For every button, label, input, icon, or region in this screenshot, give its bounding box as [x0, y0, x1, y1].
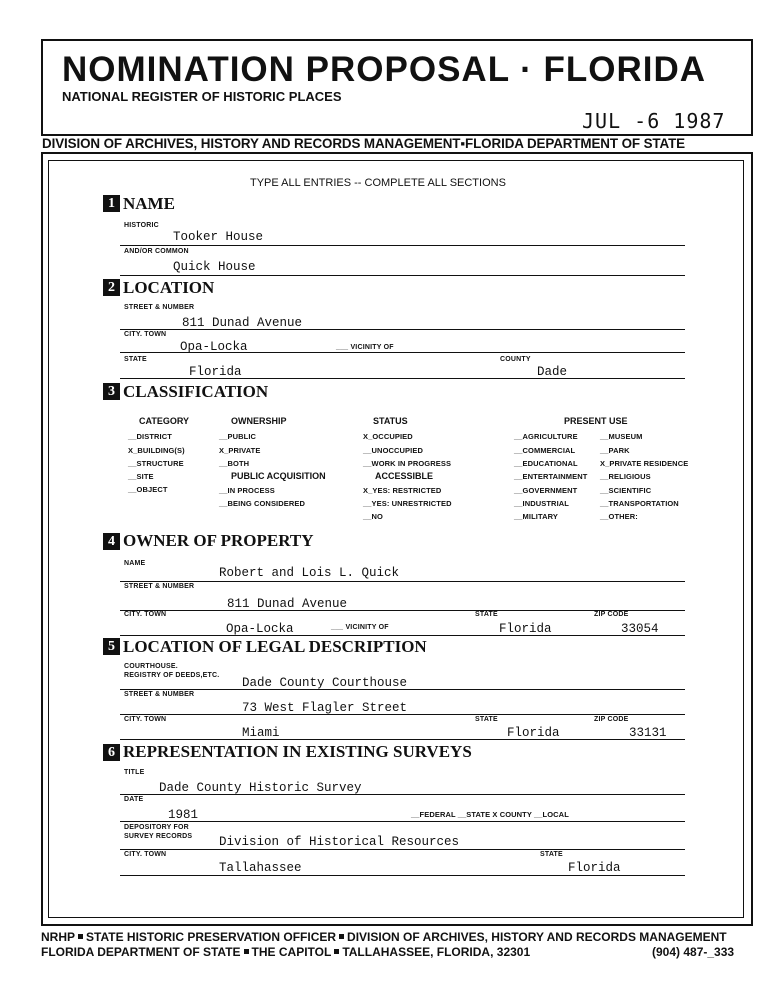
use-option: __MUSEUM: [600, 432, 643, 441]
rule: [120, 378, 685, 379]
use-option: __OTHER:: [600, 512, 638, 521]
owner-name: Robert and Lois L. Quick: [219, 566, 400, 580]
state-label: STATE: [124, 356, 147, 363]
depository-value: Division of Historical Resources: [219, 835, 460, 849]
use-option: __ENTERTAINMENT: [514, 472, 588, 481]
city-value: Opa-Locka: [180, 340, 248, 354]
use-option: __GOVERNMENT: [514, 486, 578, 495]
survey-date-label: DATE: [124, 796, 144, 803]
city-label: CITY. TOWN: [124, 331, 167, 338]
historic-name: Tooker House: [173, 230, 264, 244]
section-2-number: 2: [103, 279, 120, 296]
footer-line-1: [41, 930, 727, 944]
street-label: STREET & NUMBER: [124, 304, 195, 311]
courthouse-value: Dade County Courthouse: [242, 676, 408, 690]
common-name: Quick House: [173, 260, 256, 274]
section-5-number: 5: [103, 638, 120, 655]
survey-title-label: TITLE: [124, 769, 145, 776]
form-subtitle: NATIONAL REGISTER OF HISTORIC PLACES: [62, 89, 342, 104]
section-1-number: 1: [103, 195, 120, 212]
rule: [120, 794, 685, 795]
rule: [120, 739, 685, 740]
category-option: __OBJECT: [128, 485, 168, 494]
owner-zip: 33054: [621, 622, 659, 636]
rule: [120, 875, 685, 876]
common-label: AND/OR COMMON: [124, 248, 189, 255]
legal-city-label: CITY. TOWN: [124, 716, 167, 723]
status-heading: STATUS: [373, 416, 408, 426]
use-option: __RELIGIOUS: [600, 472, 651, 481]
division-banner: DIVISION OF ARCHIVES, HISTORY AND RECORDS MANAGEMENT▪FLORIDA DEPARTMENT OF STATE: [42, 136, 685, 151]
section-6-number: 6: [103, 744, 120, 761]
legal-city: Miami: [242, 726, 280, 740]
rule: [120, 329, 685, 330]
rule: [120, 635, 685, 636]
ownership-option: X_PRIVATE: [219, 446, 261, 455]
rule: [120, 275, 685, 276]
survey-records-label: SURVEY RECORDS: [124, 833, 193, 840]
rule: [120, 849, 685, 850]
rule: [120, 581, 685, 582]
rule: [120, 245, 685, 246]
legal-state-label: STATE: [475, 716, 498, 723]
footer-phone: (904) 487-_333: [652, 945, 735, 959]
section-1-title: NAME: [123, 194, 175, 213]
access-option: __YES: UNRESTRICTED: [363, 499, 452, 508]
survey-state-label: STATE: [540, 851, 563, 858]
ownership-heading: OWNERSHIP: [231, 416, 287, 426]
form-title: NOMINATION PROPOSAL · FLORIDA: [62, 50, 707, 89]
legal-state: Florida: [507, 726, 560, 740]
footer-division: DIVISION OF ARCHIVES, HISTORY AND RECORDS MANAGEMENT: [347, 930, 727, 944]
footer-capitol: THE CAPITOL: [251, 945, 332, 959]
section-4-title: OWNER OF PROPERTY: [123, 531, 314, 550]
category-option: __DISTRICT: [128, 432, 172, 441]
footer-nrhp: NRHP: [41, 930, 76, 944]
state-value: Florida: [189, 365, 242, 379]
public-acquisition-heading: PUBLIC ACQUISITION: [231, 471, 326, 481]
footer-department: FLORIDA DEPARTMENT OF STATE: [41, 945, 241, 959]
survey-state: Florida: [568, 861, 621, 875]
category-heading: CATEGORY: [139, 416, 190, 426]
owner-vicinity-text: VICINITY OF: [345, 624, 389, 631]
section-2-title: LOCATION: [123, 278, 215, 297]
ownership-option: __PUBLIC: [219, 432, 257, 441]
rule: [120, 352, 685, 353]
status-option: X_OCCUPIED: [363, 432, 413, 441]
legal-zip: 33131: [629, 726, 667, 740]
section-6-title: REPRESENTATION IN EXISTING SURVEYS: [123, 742, 472, 761]
section-3-title: CLASSIFICATION: [123, 382, 269, 401]
footer-address: TALLAHASSEE, FLORIDA, 32301: [342, 945, 531, 959]
legal-street-label: STREET & NUMBER: [124, 691, 195, 698]
use-option: __SCIENTIFIC: [600, 486, 652, 495]
courthouse-label: COURTHOUSE.: [124, 663, 178, 670]
footer-line-2: [41, 945, 530, 959]
use-option: X_PRIVATE RESIDENCE: [600, 459, 689, 468]
owner-zip-label: ZIP CODE: [594, 611, 629, 618]
rule: [120, 689, 685, 690]
category-option: X_BUILDING(S): [128, 446, 185, 455]
legal-street: 73 West Flagler Street: [242, 701, 408, 715]
accessible-heading: ACCESSIBLE: [375, 471, 434, 481]
ownership-option: __BOTH: [219, 459, 250, 468]
vicinity-text: VICINITY OF: [350, 344, 394, 351]
owner-name-label: NAME: [124, 560, 146, 567]
section-5-title: LOCATION OF LEGAL DESCRIPTION: [123, 637, 427, 656]
owner-street: 811 Dunad Avenue: [227, 597, 348, 611]
use-option: __INDUSTRIAL: [514, 499, 569, 508]
depository-label: DEPOSITORY FOR: [124, 824, 189, 831]
section-3-number: 3: [103, 383, 120, 400]
survey-date: 1981: [168, 808, 199, 822]
county-value: Dade: [537, 365, 568, 379]
footer-shpo: STATE HISTORIC PRESERVATION OFFICER: [86, 930, 337, 944]
category-option: __STRUCTURE: [128, 459, 184, 468]
use-option: __EDUCATIONAL: [514, 459, 578, 468]
acquisition-option: __BEING CONSIDERED: [219, 499, 305, 508]
owner-state: Florida: [499, 622, 552, 636]
access-option: X_YES: RESTRICTED: [363, 486, 442, 495]
owner-city-label: CITY. TOWN: [124, 611, 167, 618]
status-option: __UNOCCUPIED: [363, 446, 423, 455]
survey-levels: __FEDERAL __STATE X COUNTY __LOCAL: [411, 810, 569, 819]
survey-city-label: CITY. TOWN: [124, 851, 167, 858]
county-label: COUNTY: [500, 356, 531, 363]
legal-zip-label: ZIP CODE: [594, 716, 629, 723]
historic-label: HISTORIC: [124, 222, 159, 229]
vicinity-label: ___ VICINITY OF: [336, 344, 394, 351]
use-option: __COMMERCIAL: [514, 446, 576, 455]
owner-city: Opa-Locka: [226, 622, 294, 636]
category-option: __SITE: [128, 472, 154, 481]
survey-city: Tallahassee: [219, 861, 302, 875]
owner-vicinity: ___ VICINITY OF: [331, 624, 389, 631]
use-option: __PARK: [600, 446, 630, 455]
rule: [120, 821, 685, 822]
received-date-stamp: JUL -6 1987: [582, 109, 726, 133]
access-option: __NO: [363, 512, 383, 521]
instructions: TYPE ALL ENTRIES -- COMPLETE ALL SECTIONS: [250, 177, 506, 189]
acquisition-option: __IN PROCESS: [219, 486, 275, 495]
owner-state-label: STATE: [475, 611, 498, 618]
rule: [120, 714, 685, 715]
use-option: __AGRICULTURE: [514, 432, 578, 441]
registry-label: REGISTRY OF DEEDS,ETC.: [124, 672, 220, 679]
survey-title: Dade County Historic Survey: [159, 781, 362, 795]
status-option: __WORK IN PROGRESS: [363, 459, 452, 468]
use-option: __TRANSPORTATION: [600, 499, 679, 508]
present-use-heading: PRESENT USE: [564, 416, 628, 426]
section-4-number: 4: [103, 533, 120, 550]
use-option: __MILITARY: [514, 512, 558, 521]
owner-street-label: STREET & NUMBER: [124, 583, 195, 590]
street-value: 811 Dunad Avenue: [182, 316, 303, 330]
